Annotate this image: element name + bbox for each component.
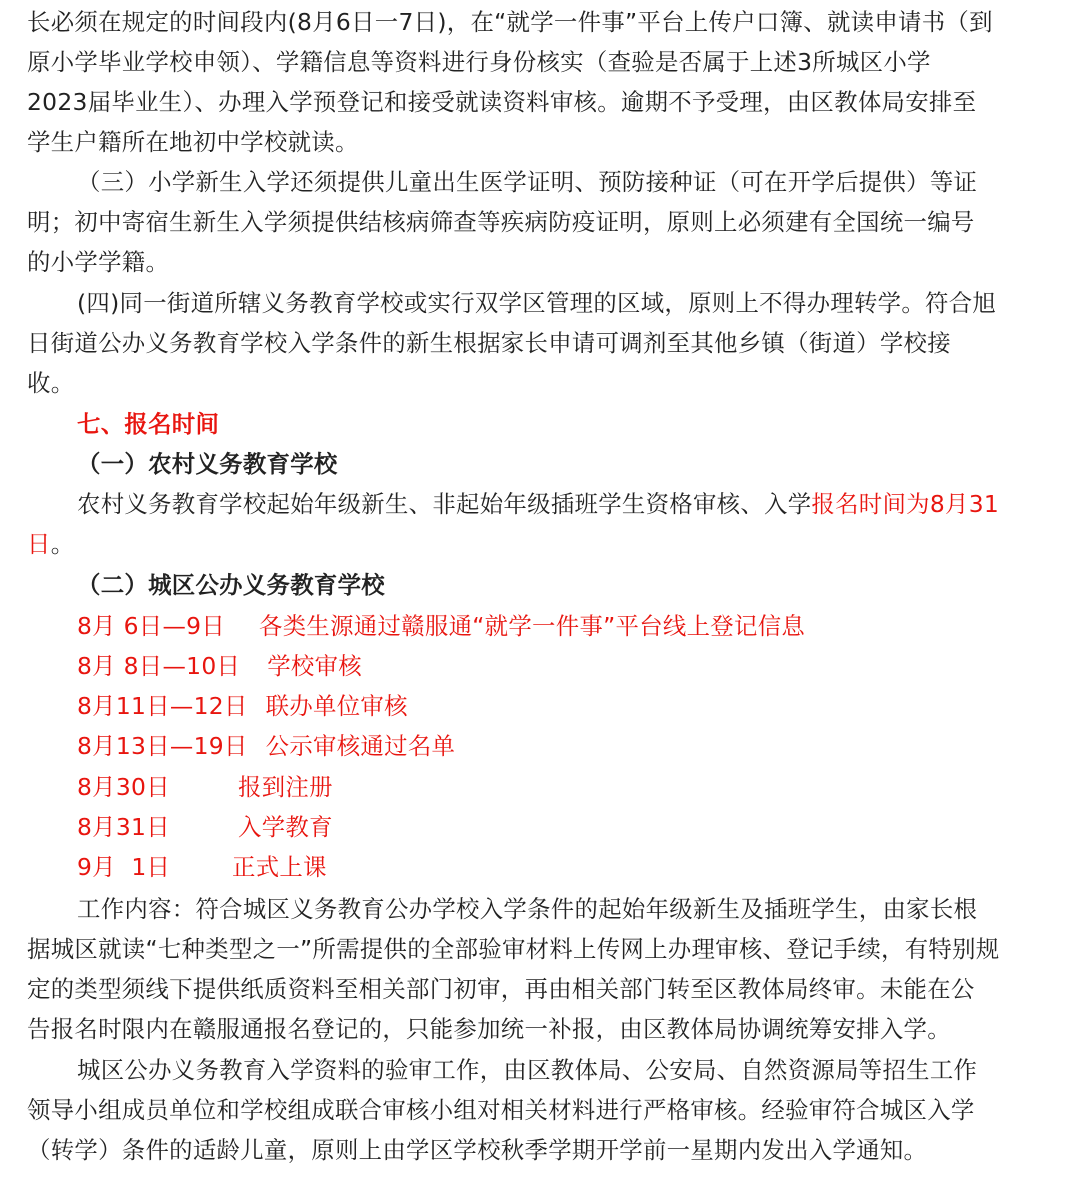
review-paragraph-line-1: 城区公办义务教育入学资料的验审工作，由区教体局、公安局、自然资源局等招生工作	[77, 1056, 978, 1084]
schedule-row	[77, 606, 805, 646]
rural-paragraph-line-2	[27, 524, 74, 564]
schedule-row	[77, 726, 455, 766]
schedule-row	[77, 807, 333, 847]
work-content-line-3: 定的类型须线下提供纸质资料至相关部门初审，再由相关部门转至区教体局终审。未能在公	[27, 975, 975, 1003]
schedule-date: 8月 6日—9日	[77, 612, 226, 640]
schedule-task: 学校审核	[267, 652, 362, 680]
schedule-row	[77, 847, 327, 887]
schedule-task: 联办单位审核	[265, 692, 408, 720]
paragraph-3-line-2: 明；初中寄宿生新生入学须提供结核病筛查等疾病防疫证明，原则上必须建有全国统一编号	[27, 208, 975, 236]
review-paragraph-line-2: 领导小组成员单位和学校组成联合审核小组对相关材料进行严格审核。经验审符合城区入学	[27, 1096, 975, 1124]
rural-text: 农村义务教育学校起始年级新生、非起始年级插班学生资格审核、入学	[77, 490, 812, 518]
schedule-date: 8月13日—19日	[77, 732, 248, 760]
rural-deadline-text: 报名时间为8月31	[811, 490, 1000, 518]
schedule-date: 8月30日	[77, 773, 170, 801]
rural-heading: （一）农村义务教育学校	[77, 450, 338, 478]
paragraph-4-line-3: 收。	[27, 369, 75, 397]
paragraph-intro-line-4: 学生户籍所在地初中学校就读。	[27, 128, 359, 156]
schedule-task: 入学教育	[238, 813, 333, 841]
rural-deadline-suffix: 日	[27, 530, 51, 558]
work-content-line-2: 据城区就读“七种类型之一”所需提供的全部验审材料上传网上办理审核、登记手续，有特别规	[27, 935, 1000, 963]
paragraph-4-line-2: 日街道公办义务教育学校入学条件的新生根据家长申请可调剂至其他乡镇（街道）学校接	[27, 329, 951, 357]
schedule-date: 8月11日—12日	[77, 692, 248, 720]
work-content-line-4: 告报名时限内在赣服通报名登记的，只能参加统一补报，由区教体局协调统筹安排入学。	[27, 1015, 951, 1043]
schedule-date: 8月 8日—10日	[77, 652, 241, 680]
schedule-row	[77, 686, 408, 726]
schedule-task: 报到注册	[238, 773, 333, 801]
paragraph-4-line-1: (四)同一街道所辖义务教育学校或实行双学区管理的区域，原则上不得办理转学。符合旭	[77, 289, 997, 317]
work-content-line-1: 工作内容：符合城区义务教育公办学校入学条件的起始年级新生及插班学生，由家长根	[77, 895, 978, 923]
review-paragraph-line-3: （转学）条件的适龄儿童，原则上由学区学校秋季学期开学前一星期内发出入学通知。	[27, 1136, 928, 1164]
schedule-task: 各类生源通过赣服通“就学一件事”平台线上登记信息	[259, 612, 806, 640]
schedule-row	[77, 767, 333, 807]
rural-paragraph-line-1	[77, 484, 999, 524]
paragraph-3-line-3: 的小学学籍。	[27, 248, 170, 276]
schedule-task: 正式上课	[232, 853, 327, 881]
section-7-title: 七、报名时间	[77, 410, 220, 438]
paragraph-3-line-1: （三）小学新生入学还须提供儿童出生医学证明、预防接种证（可在开学后提供）等证	[77, 168, 978, 196]
paragraph-intro-line-1: 长必须在规定的时间段内(8月6日一7日)，在“就学一件事”平台上传户口簿、就读申请书（到	[27, 8, 993, 36]
schedule-date: 9月 1日	[77, 853, 171, 881]
schedule-row	[77, 646, 362, 686]
schedule-task: 公示审核通过名单	[265, 732, 456, 760]
paragraph-intro-line-3: 2023届毕业生）、办理入学预登记和接受就读资料审核。逾期不予受理，由区教体局安排至	[27, 88, 977, 116]
rural-period: 。	[50, 530, 75, 558]
urban-heading: （二）城区公办义务教育学校	[77, 571, 385, 599]
schedule-date: 8月31日	[77, 813, 170, 841]
paragraph-intro-line-2: 原小学毕业学校申领）、学籍信息等资料进行身份核实（查验是否属于上述3所城区小学	[27, 48, 931, 76]
